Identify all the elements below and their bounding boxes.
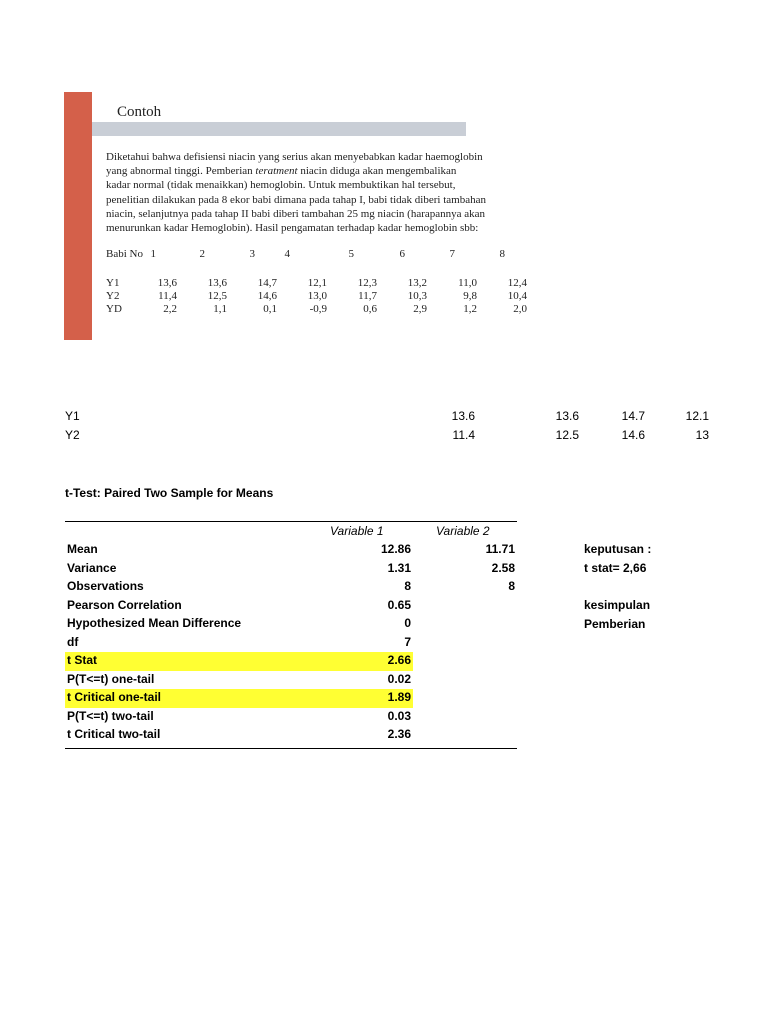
sheet-row-label: Y2	[65, 428, 80, 442]
ttest-row-label: Hypothesized Mean Difference	[67, 616, 242, 630]
slide-paragraph-line: Diketahui bahwa defisiensi niacin yang serius akan menyebabkan kadar haemoglobin	[106, 151, 483, 163]
sheet-cell: 12.5	[555, 428, 579, 442]
slide-cell: 14,6	[257, 290, 277, 302]
ttest-col2-header: Variable 2	[436, 524, 490, 538]
slide-header-cell: 7	[449, 248, 455, 260]
sheet-row-y2	[65, 428, 765, 446]
slide-row-label: YD	[106, 303, 122, 315]
ttest-value-1: 8	[404, 579, 411, 593]
ttest-col1-header: Variable 1	[330, 524, 384, 538]
ttest-row-pearson	[65, 597, 517, 616]
ttest-value-2: 11.71	[485, 542, 515, 556]
slide-cell: 11,4	[158, 290, 177, 302]
ttest-value-1: 1.89	[387, 690, 411, 704]
ttest-row-variance	[65, 560, 517, 579]
slide-row-y1	[106, 277, 536, 290]
sheet-cell: 13.6	[451, 409, 475, 423]
slide-cell: 12,1	[307, 277, 327, 289]
sheet-cell: 13.6	[555, 409, 579, 423]
slide-header-row	[106, 248, 536, 261]
slide-paragraph-line: penelitian dilakukan pada 8 ekor babi dimana pada tahap I, babi tidak diberi tambahan	[106, 193, 486, 206]
slide-cell: 1,1	[213, 303, 227, 315]
slide-paragraph-line: menurunkan kadar Hemoglobin). Hasil pengamatan terhadap kadar hemoglobin sbb:	[106, 222, 479, 235]
ttest-row-df	[65, 634, 517, 653]
slide-header-cell: 8	[499, 248, 505, 260]
ttest-row-observations	[65, 578, 517, 597]
note-pemberian: Pemberian	[584, 617, 646, 631]
ttest-row-label: P(T<=t) two-tail	[67, 708, 154, 723]
slide-cell: 11,0	[458, 277, 477, 289]
sheet-row-y1	[65, 409, 765, 427]
slide-header-cell: 4	[284, 248, 290, 260]
slide-paragraph	[106, 150, 538, 235]
ttest-row-label: Variance	[67, 560, 117, 575]
ttest-value-1: 0.65	[387, 597, 411, 612]
ttest-row-label: t Stat	[67, 653, 97, 667]
slide-header-cell: 2	[199, 248, 205, 260]
slide-cell: 10,4	[507, 290, 527, 302]
slide-cell: 2,0	[513, 303, 527, 315]
ttest-row-label: Mean	[67, 542, 98, 556]
ttest-value-1: 0.03	[387, 708, 411, 723]
ttest-row-hypothesized	[65, 615, 517, 634]
slide-cell: 14,7	[257, 277, 277, 289]
slide-cell: 13,0	[307, 290, 327, 302]
ttest-value-1: 7	[404, 634, 411, 649]
slide-paragraph-line: yang abnormal tinggi. Pemberian teratment niacin diduga akan mengembalikan	[106, 165, 457, 178]
slide-header-cell: 3	[249, 248, 255, 260]
slide-cell: 9,8	[463, 290, 477, 302]
slide-title-band	[92, 122, 466, 136]
slide-cell: 13,6	[207, 277, 227, 289]
ttest-value-1: 1.31	[387, 560, 411, 575]
slide-paragraph-line: niacin, selanjutnya pada tahap II babi diberi tambahan 25 mg niacin (harapannya akan	[106, 207, 486, 220]
slide-cell: 2,2	[163, 303, 177, 315]
slide-cell: 12,5	[207, 290, 227, 302]
slide-title: Contoh	[117, 104, 162, 120]
slide-paragraph-line: kadar normal (tidak menaikkan) hemoglobin. Untuk membuktikan hal tersebut,	[106, 179, 456, 192]
slide-cell: 13,6	[157, 277, 177, 289]
ttest-row-label: t Critical two-tail	[67, 727, 161, 741]
ttest-row-p-one-tail	[65, 671, 517, 690]
ttest-row-label: t Critical one-tail	[67, 690, 162, 704]
ttest-row-label: Pearson Correlation	[67, 597, 182, 612]
slide-row-label: Y2	[106, 290, 120, 302]
slide-cell: 0,1	[263, 303, 277, 315]
sheet-row-label: Y1	[65, 409, 80, 423]
slide-row-yd	[106, 303, 536, 316]
slide-cell: 12,3	[357, 277, 377, 289]
ttest-header-row	[65, 523, 517, 541]
note-tstat: t stat= 2,66	[584, 561, 647, 575]
ttest-row-label: P(T<=t) one-tail	[67, 671, 155, 686]
sheet-cell: 13	[695, 428, 709, 442]
sheet-cell: 14.6	[621, 428, 645, 442]
slide-header-cell: 5	[348, 248, 354, 260]
ttest-row-tcrit-two-tail	[65, 726, 517, 745]
ttest-value-1: 0	[404, 616, 411, 630]
slide-image	[64, 92, 544, 340]
slide-cell: 12,4	[507, 277, 527, 289]
ttest-value-1: 0.02	[387, 671, 411, 686]
ttest-row-mean	[65, 541, 517, 560]
slide-header-cell: 1	[150, 248, 156, 260]
slide-cell: 0,6	[363, 303, 377, 315]
ttest-value-1: 2.66	[387, 653, 411, 667]
sheet-cell: 14.7	[621, 409, 645, 423]
ttest-value-1: 12.86	[380, 542, 411, 556]
ttest-row-tstat	[65, 652, 517, 671]
note-keputusan: keputusan :	[584, 542, 652, 556]
ttest-value-2: 8	[508, 579, 515, 593]
ttest-row-tcrit-one-tail	[65, 689, 517, 708]
sheet-cell: 11.4	[452, 428, 475, 442]
table-top-border	[65, 521, 517, 522]
slide-accent-bar	[64, 92, 92, 340]
slide-cell: 11,7	[358, 290, 377, 302]
ttest-value-2: 2.58	[491, 560, 515, 575]
ttest-title: t-Test: Paired Two Sample for Means	[65, 486, 274, 500]
ttest-row-label: Observations	[67, 579, 144, 593]
slide-cell: 13,2	[407, 277, 427, 289]
sheet-cell: 12.1	[685, 409, 709, 423]
slide-cell: 10,3	[407, 290, 427, 302]
slide-cell: 2,9	[413, 303, 427, 315]
slide-header-cell: 6	[399, 248, 405, 260]
slide-cell: -0,9	[309, 303, 327, 315]
ttest-row-p-two-tail	[65, 708, 517, 727]
slide-row-label: Y1	[106, 277, 120, 289]
slide-row-y2	[106, 290, 536, 303]
note-kesimpulan: kesimpulan	[584, 598, 651, 612]
slide-header-label: Babi No	[106, 248, 143, 260]
table-bottom-border	[65, 748, 517, 749]
ttest-row-label: df	[67, 634, 79, 649]
slide-cell: 1,2	[463, 303, 477, 315]
ttest-value-1: 2.36	[387, 727, 411, 741]
